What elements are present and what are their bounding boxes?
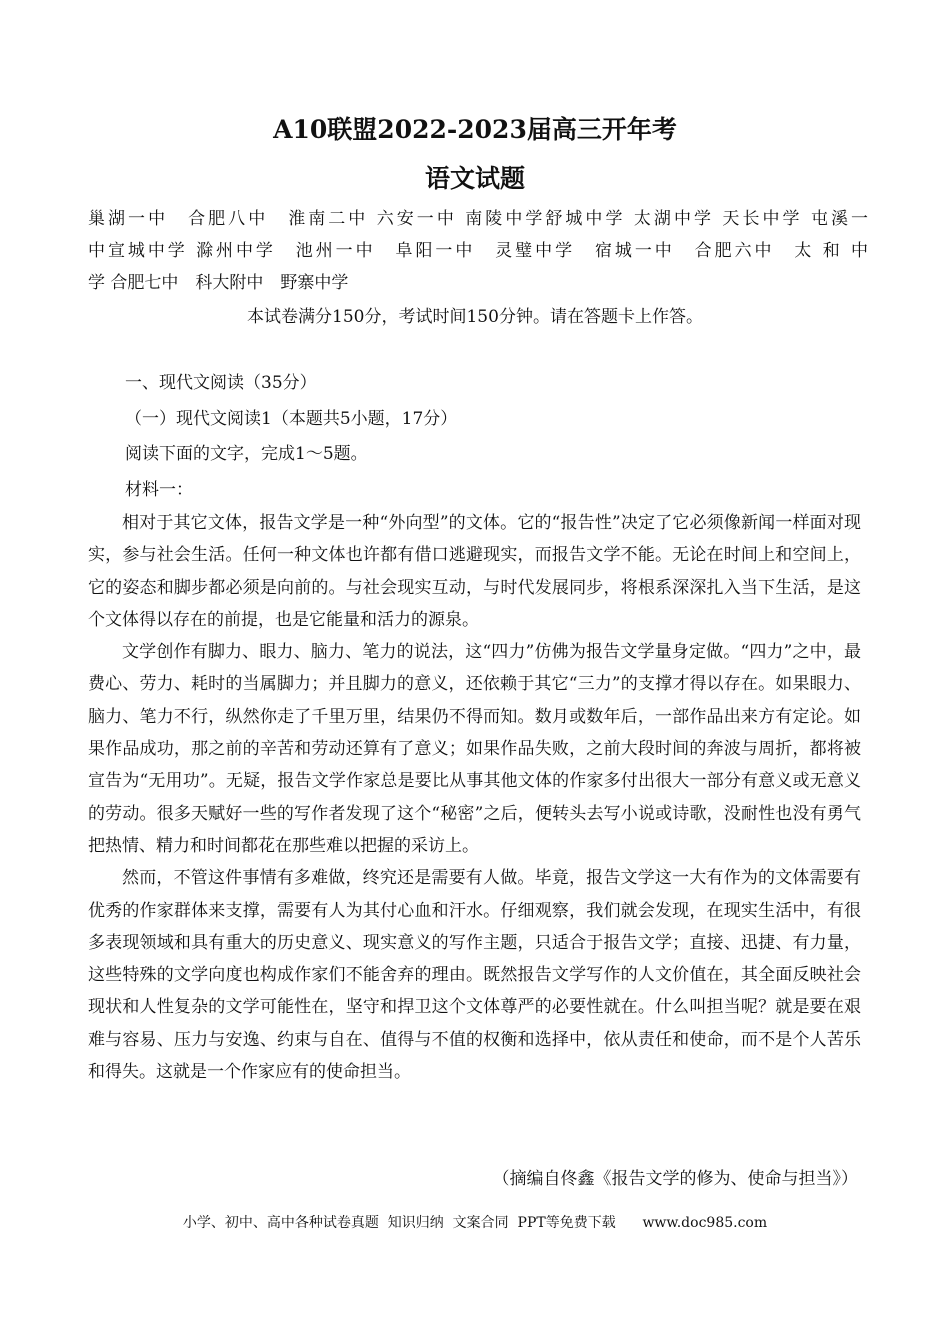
material-label: 材料一： xyxy=(125,480,193,500)
section-heading: 一、现代文阅读（35分） xyxy=(125,373,317,393)
exam-note: 本试卷满分150分，考试时间150分钟。请在答题卡上作答。 xyxy=(247,307,703,327)
exam-subtitle: 语文试题 xyxy=(424,164,525,193)
material-body xyxy=(88,507,861,1088)
footer-ad: 小学、初中、高中各种试卷真题 知识归纳 文案合同 PPT等免费下载 www.doc985.com xyxy=(182,1215,768,1231)
paragraph: 文学创作有脚力、眼力、脑力、笔力的说法，这“四力”仿佛为报告文学量身定做。“四力”之中，最费心、劳力、耗时的当属脚力；并且脚力的意义，还依赖于其它“三力”的支撑才得以存在。如果眼力、脑力、笔力不行，纵然你走了千里万里，结果仍不得而知。数月或数年后，一部作品出来方有定论。如果作品成功，那之前的辛苦和劳动还算有了意义；如果作品失败，之前大段时间的奔波与周折，都将被宣告为“无用功”。无疑，报告文学作家总是要比从事其他文体的作家多付出很大一部分有意义或无意义的劳动。很多天赋好一些的写作者发现了这个“秘密”之后，便转头去写小说或诗歌，没耐性也没有勇气把热情、精力和时间都花在那些难以把握的采访上。 xyxy=(88,642,861,856)
subsection-heading: （一）现代文阅读1（本题共5小题，17分） xyxy=(125,409,458,429)
school-list-line: 巢湖一中 合肥八中 淮南二中 六安一中 南陵中学舒城中学 太湖中学 天长中学 屯溪一 xyxy=(88,209,868,229)
reading-instruction: 阅读下面的文字，完成1～5题。 xyxy=(125,444,368,464)
school-list-line: 学 合肥七中 科大附中 野寨中学 xyxy=(88,273,349,293)
source-citation: （摘编自佟鑫《报告文学的修为、使命与担当》） xyxy=(492,1169,858,1189)
paragraph: 然而，不管这件事情有多难做，终究还是需要有人做。毕竟，报告文学这一大有作为的文体需要有优秀的作家群体来支撑，需要有人为其付心血和汗水。仔细观察，我们就会发现，在现实生活中，有很多表现领域和具有重大的历史意义、现实意义的写作主题，只适合于报告文学；直接、迅捷、有力量，这些特殊的文学向度也构成作家们不能舍弃的理由。既然报告文学写作的人文价值在，其全面反映社会现状和人性复杂的文学可能性在，坚守和捍卫这个文体尊严的必要性就在。什么叫担当呢？就是要在艰难与容易、压力与安逸、约束与自在、值得与不值的权衡和选择中，依从责任和使命，而不是个人苦乐和得失。这就是一个作家应有的使命担当。 xyxy=(88,868,861,1083)
school-list-line: 中宣城中学 滁州中学 池州一中 阜阳一中 灵璧中学 宿城一中 合肥六中 太 和 中 xyxy=(88,241,868,261)
paragraph: 相对于其它文体，报告文学是一种“外向型”的文体。它的“报告性”决定了它必须像新闻一样面对现实，参与社会生活。任何一种文体也许都有借口逃避现实，而报告文学不能。无论在时间上和空间上，它的姿态和脚步都必须是向前的。与社会现实互动，与时代发展同步，将根系深深扎入当下生活，是这个文体得以存在的前提，也是它能量和活力的源泉。 xyxy=(88,513,861,630)
school-list xyxy=(88,203,868,299)
exam-title: A10联盟2022-2023届高三开年考 xyxy=(273,115,677,144)
